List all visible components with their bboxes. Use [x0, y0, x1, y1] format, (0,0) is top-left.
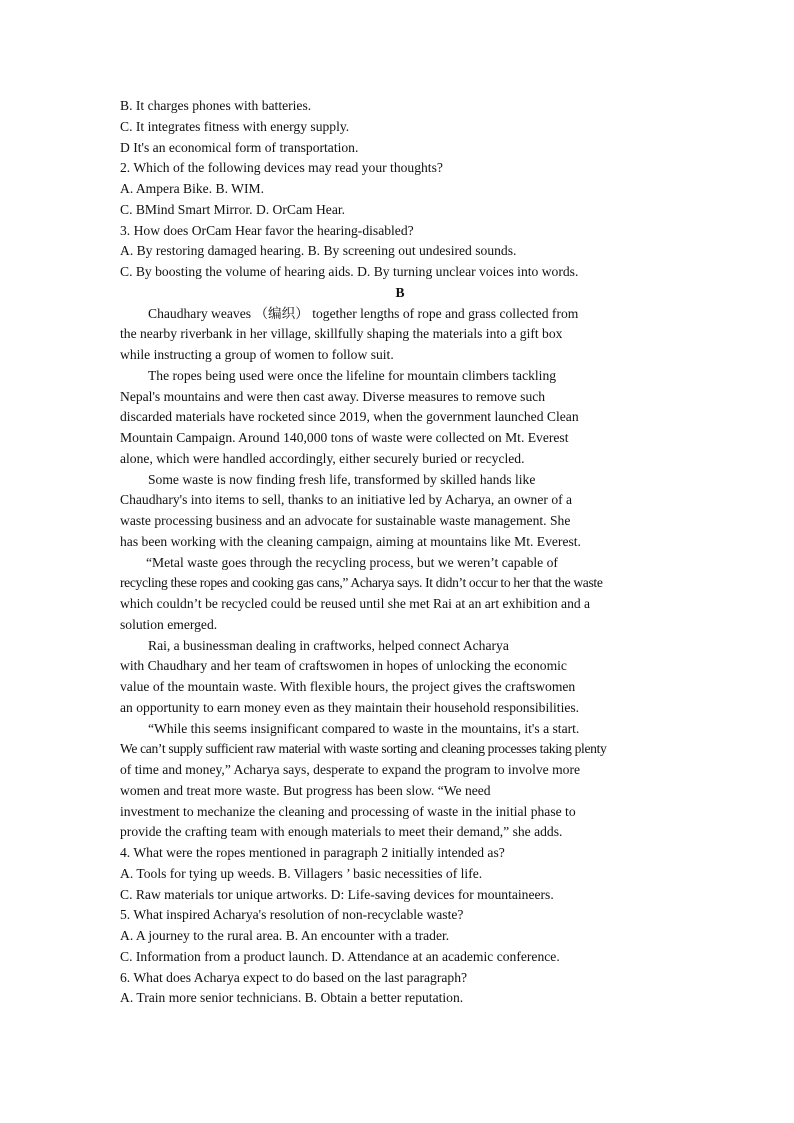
question-text: 2. Which of the following devices may read your thoughts?: [120, 160, 443, 176]
paragraph-line: with Chaudhary and her team of craftswomen in hopes of unlocking the economic: [120, 658, 567, 674]
paragraph-line: alone, which were handled accordingly, either securely buried or recycled.: [120, 450, 525, 466]
question-text: 6. What does Acharya expect to do based on the last paragraph?: [120, 969, 468, 985]
paragraph-line: discarded materials have rocketed since 2019, when the government launched Clean: [120, 409, 579, 425]
paragraph-line: We can’t supply sufficient raw material with waste sorting and cleaning processes taking plenty: [120, 741, 607, 757]
question-6: [120, 968, 680, 1010]
question-text: 5. What inspired Acharya's resolution of non-recyclable waste?: [120, 907, 464, 923]
paragraph-line: while instructing a group of women to follow suit.: [120, 347, 394, 362]
paragraph-line: investment to mechanize the cleaning and processing of waste in the initial phase to: [120, 803, 576, 819]
paragraph-line: recycling these ropes and cooking gas cans,” Acharya says. It didn’t occur to her that the waste: [120, 575, 603, 591]
paragraph-line: “Metal waste goes through the recycling process, but we weren’t capable of: [146, 554, 558, 570]
paragraph-line: Chaudhary's into items to sell, thanks to an initiative led by Acharya, an owner of a: [120, 492, 573, 508]
paragraph-1: [120, 304, 680, 366]
option-line: A. Tools for tying up weeds. B. Villagers ’ basic necessities of life.: [120, 865, 483, 881]
question-text: 4. What were the ropes mentioned in paragraph 2 initially intended as?: [120, 845, 505, 860]
paragraph-line: which couldn’t be recycled could be reused until she met Rai at an art exhibition and a: [120, 596, 591, 611]
question-4: [120, 843, 680, 905]
question-1-options: [120, 96, 680, 158]
paragraph-line: women and treat more waste. But progress has been slow. “We need: [120, 782, 491, 798]
question-5: [120, 905, 680, 967]
paragraph-line: Mountain Campaign. Around 140,000 tons of waste were collected on Mt. Everest: [120, 430, 569, 445]
paragraph-line: Chaudhary weaves （编织） together lengths of rope and grass collected from: [148, 305, 579, 321]
paragraph-4: [120, 553, 680, 636]
option-line: D It's an economical form of transportation.: [120, 139, 359, 155]
document-body: [120, 96, 680, 1009]
option-line: A. Ampera Bike. B. WIM.: [120, 181, 264, 196]
paragraph-6: [120, 719, 680, 844]
question-2: [120, 158, 680, 220]
paragraph-line: has been working with the cleaning campaign, aiming at mountains like Mt. Everest.: [120, 533, 581, 549]
section-heading: B: [395, 284, 405, 300]
option-line: C. BMind Smart Mirror. D. OrCam Hear.: [120, 201, 346, 217]
paragraph-line: of time and money,” Acharya says, desperate to expand the program to involve more: [120, 762, 581, 777]
paragraph-line: The ropes being used were once the lifeline for mountain climbers tackling: [148, 367, 557, 383]
paragraph-line: provide the crafting team with enough materials to meet their demand,” she adds.: [120, 824, 563, 840]
option-line: C. By boosting the volume of hearing aids. D. By turning unclear voices into words.: [120, 264, 579, 279]
option-line: C. Information from a product launch. D. Attendance at an academic conference.: [120, 948, 560, 964]
paragraph-line: Some waste is now finding fresh life, transformed by skilled hands like: [148, 471, 536, 487]
paragraph-line: Rai, a businessman dealing in craftworks, helped connect Acharya: [148, 637, 509, 653]
paragraph-line: value of the mountain waste. With flexible hours, the project gives the craftswomen: [120, 679, 576, 694]
paragraph-3: [120, 470, 680, 553]
option-line: C. Raw materials tor unique artworks. D: Life-saving devices for mountaineers.: [120, 886, 554, 902]
option-line: A. A journey to the rural area. B. An encounter with a trader.: [120, 928, 450, 943]
paragraph-line: the nearby riverbank in her village, skillfully shaping the materials into a gift box: [120, 326, 563, 342]
paragraph-line: “While this seems insignificant compared to waste in the mountains, it's a start.: [148, 720, 580, 736]
option-line: B. It charges phones with batteries.: [120, 98, 312, 113]
option-line: A. By restoring damaged hearing. B. By screening out undesired sounds.: [120, 243, 517, 259]
paragraph-line: an opportunity to earn money even as they maintain their household responsibilities.: [120, 699, 580, 715]
question-3: [120, 221, 680, 283]
option-line: A. Train more senior technicians. B. Obtain a better reputation.: [120, 990, 464, 1006]
option-line: C. It integrates fitness with energy supply.: [120, 118, 350, 134]
paragraph-2: [120, 366, 680, 470]
paragraph-5: [120, 636, 680, 719]
paragraph-line: waste processing business and an advocate for sustainable waste management. She: [120, 513, 571, 528]
paragraph-line: Nepal's mountains and were then cast away. Diverse measures to remove such: [120, 388, 546, 404]
question-text: 3. How does OrCam Hear favor the hearing-disabled?: [120, 222, 414, 238]
paragraph-line: solution emerged.: [120, 616, 218, 632]
